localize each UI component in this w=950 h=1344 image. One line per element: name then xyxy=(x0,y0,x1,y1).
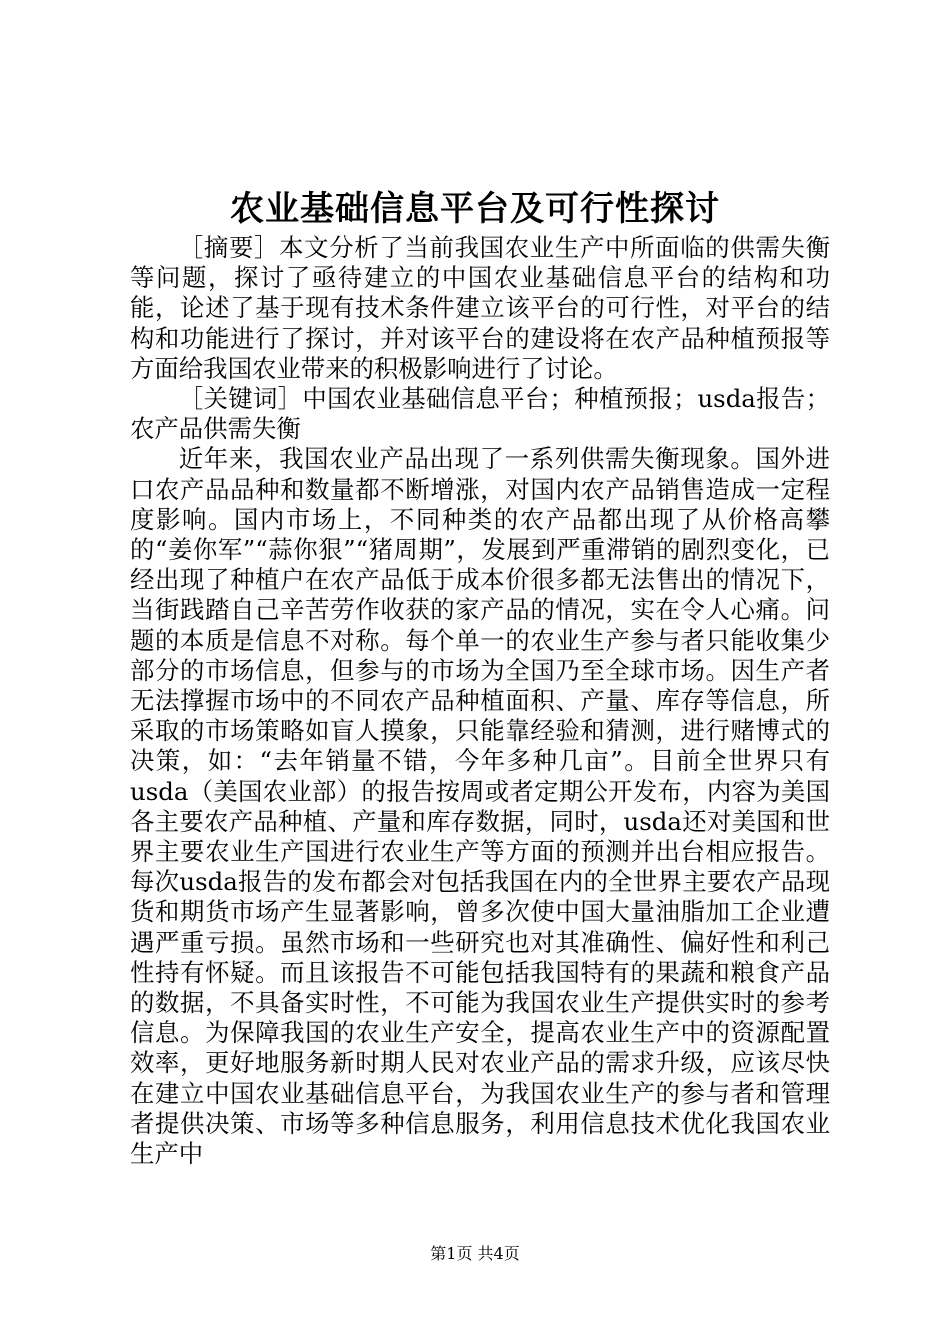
document-title: 农业基础信息平台及可行性探讨 xyxy=(230,189,720,229)
document-body xyxy=(130,233,830,1169)
page-number-footer: 第1页 共4页 xyxy=(430,1244,520,1263)
body-paragraph: 近年来，我国农业产品出现了一系列供需失衡现象。国外进口农产品品种和数量都不断增涨，对国内农产品销售造成一定程度影响。国内市场上，不同种类的农产品都出现了从价格高攀的“姜你军”“蒜你狠”“猪周期”，发展到严重滞销的剧烈变化，已经出现了种植户在农产品低于成本价很多都无法售出的情况下，当街践踏自己辛苦劳作收获的家产品的情况，实在令人心痛。问题的本质是信息不对称。每个单一的农业生产参与者只能收集少部分的市场信息，但参与的市场为全国乃至全球市场。因生产者无法撑握市场中的不同农产品种植面积、产量、库存等信息，所采取的市场策略如盲人摸象，只能靠经验和猜测，进行赌博式的决策，如：“去年销量不错，今年多种几亩”。目前全世界只有usda（美国农业部）的报告按周或者定期公开发布，内容为美国各主要农产品种植、产量和库存数据，同时，usda还对美国和世界主要农业生产国进行农业生产等方面的预测并出台相应报告。每次usda报告的发布都会对包括我国在内的全世界主要农产品现货和期货市场产生显著影响，曾多次使中国大量油脂加工企业遭遇严重亏损。虽然市场和一些研究也对其准确性、偏好性和利己性持有怀疑。而且该报告不可能包括我国特有的果蔬和粮食产品的数据，不具备实时性，不可能为我国农业生产提供实时的参考信息。为保障我国的农业生产安全，提高农业生产中的资源配置效率，更好地服务新时期人民对农业产品的需求升级，应该尽快在建立中国农业基础信息平台，为我国农业生产的参与者和管理者提供决策、市场等多种信息服务，利用信息技术优化我国农业生产中 xyxy=(130,444,830,1169)
abstract-paragraph: ［摘要］本文分析了当前我国农业生产中所面临的供需失衡等问题，探讨了亟待建立的中国农业基础信息平台的结构和功能，论述了基于现有技术条件建立该平台的可行性，对平台的结构和功能进行了探讨，并对该平台的建设将在农产品种植预报等方面给我国农业带来的积极影响进行了讨论。 xyxy=(130,233,830,383)
keywords-paragraph: ［关键词］中国农业基础信息平台；种植预报；usda报告；农产品供需失衡 xyxy=(130,384,830,444)
